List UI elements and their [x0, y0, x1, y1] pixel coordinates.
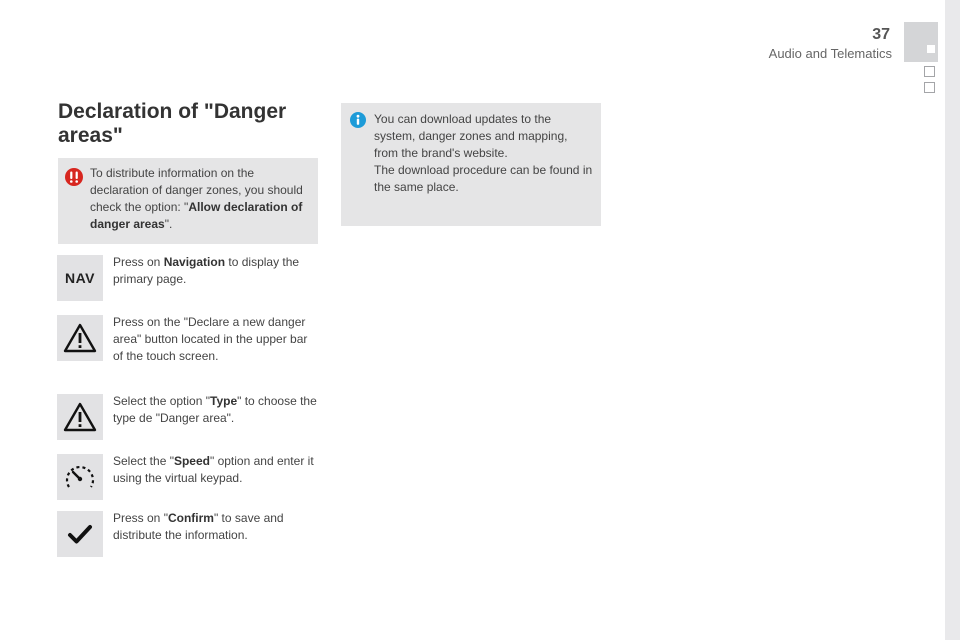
step-text: Press on Navigation to display the primary page. [113, 255, 300, 286]
section-title: Audio and Telematics [768, 46, 892, 61]
page-number: 37 [872, 26, 890, 43]
nav-label: NAV [64, 270, 96, 286]
info-icon [350, 112, 366, 128]
checkmark-icon [57, 511, 103, 557]
step-text: Press on "Confirm" to save and distribute the information. [113, 511, 284, 542]
speedometer-icon [57, 454, 103, 500]
warning-note-text: To distribute information on the declaration of danger zones, you should check the option: "Allow declaration of danger areas". [90, 166, 303, 231]
step-text: Select the option "Type" to choose the type de "Danger area". [113, 394, 317, 425]
page-margin-strip [945, 0, 960, 640]
page-tab [904, 22, 938, 62]
step-text: Press on the "Declare a new danger area" button located in the upper bar of the touch screen. [113, 315, 308, 363]
page-heading: Declaration of "Danger areas" [58, 100, 287, 147]
warning-triangle-icon [57, 394, 103, 440]
warning-note [58, 158, 318, 244]
info-note-text: You can download updates to the system, danger zones and mapping, from the brand's website. The download procedure can be found in the same place. [374, 112, 593, 194]
nav-button-icon [57, 255, 103, 301]
step-text: Select the "Speed" option and enter it using the virtual keypad. [113, 454, 314, 485]
warning-triangle-icon [57, 315, 103, 361]
info-note [341, 103, 601, 226]
warning-exclamation-icon [65, 168, 83, 186]
page-marker-square [924, 66, 935, 77]
page-marker-square [924, 82, 935, 93]
